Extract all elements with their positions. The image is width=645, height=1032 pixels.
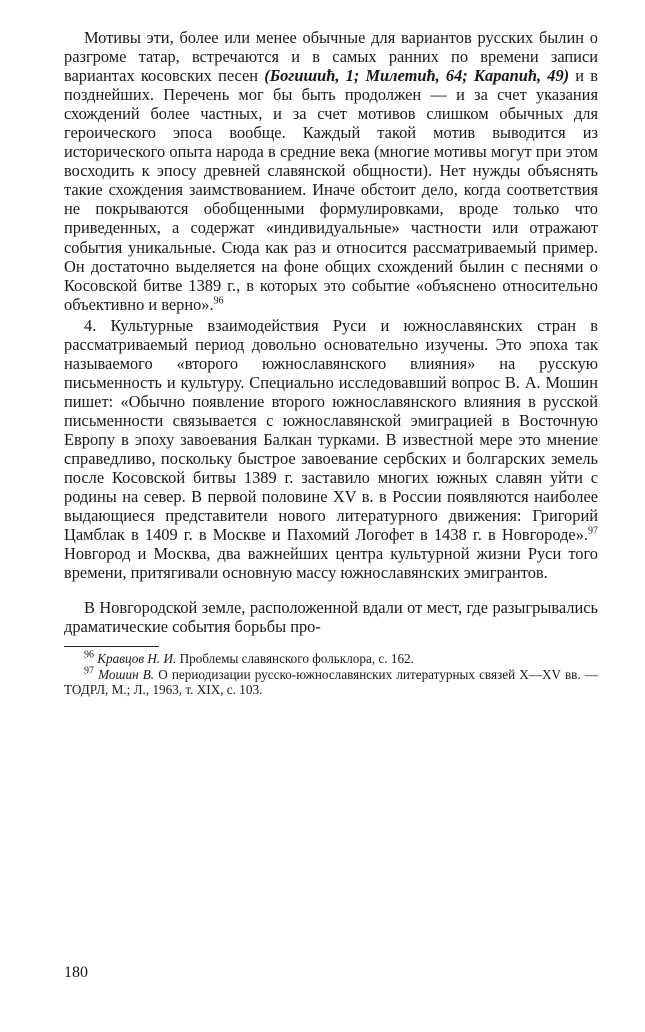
paragraph-2-text-b: Новгород и Москва, два важнейших центра культурной жизни Руси того времени, притягивали основную массу южнославянских эмигрантов. xyxy=(64,544,598,583)
footnote-97 xyxy=(64,667,598,698)
footnote-96-number: 96 xyxy=(84,650,94,662)
paragraph-1 xyxy=(64,28,598,314)
paragraph-1-text-b: и в позднейших. Перечень мог бы быть продолжен — и за счет указания схождений более частных, и за счет мотивов слишком обычных для героического эпоса вообще. Каждый такой мотив выводится из исторического опыта народа в средние века (многие мотивы могут при этом восходить к эпосу древней славянской общности). Нет нужды объяснять такие схождения заимствованием. Иначе обстоит дело, когда соответствия не покрываются обобщенными формулировками, вроде только что приведенных, а содержат «индивидуальные» частности или отражают события уникальные. Сюда как раз и относится рассматриваемый пример. Он достаточно выделяется на фоне общих схождений былин с песнями о Косовской битве 1389 г., в которых это событие «объяснено относительно объективно и верно». xyxy=(64,66,598,314)
footnote-97-text: О периодизации русско-южнославянских литературных связей X—XV вв. — ТОДРЛ, М.; Л., 1963, т. XIX, с. 103. xyxy=(64,666,598,698)
paragraph-3-text: В Новгородской земле, расположенной вдали от мест, где разыгрывались драматические события борьбы про- xyxy=(64,598,598,637)
page-body xyxy=(64,28,598,698)
footnote-96 xyxy=(64,651,598,667)
footnote-97-author: Мошин В. xyxy=(98,666,155,682)
footnote-ref-96: 96 xyxy=(213,295,224,307)
footnote-96-text: Проблемы славянского фольклора, с. 162. xyxy=(176,651,414,667)
footnote-97-number: 97 xyxy=(84,665,94,677)
footnote-ref-97: 97 xyxy=(588,525,598,537)
footnote-96-author: Кравцов Н. И. xyxy=(97,651,177,667)
footnote-divider xyxy=(64,646,159,647)
paragraph-2-text-a: 4. Культурные взаимодействия Руси и южнославянских стран в рассматриваемый период довольно основательно изучены. Это эпоха так называемого «второго южнославянского влияния» на русскую письменность и культуру. Специально исследовавший вопрос В. А. Мошин пишет: «Обычно появление второго южнославянского влияния в русской письменности связывается с южнославянской эмиграцией в Восточную Европу в эпоху завоевания Балкан турками. В известной мере это мнение справедливо, поскольку быстрое завоевание сербских и болгарских земель после Косовской битвы 1389 г. заставило многих южных славян уйти с родины на север. В первой половине XV в. в России появляются наиболее выдающиеся представители нового литературного движения: Григорий Цамблак в 1409 г. в Москве и Пахомий Логофет в 1438 г. в Новгороде». xyxy=(64,315,598,545)
page-number: 180 xyxy=(64,964,88,981)
paragraph-1-text-a: Мотивы эти, более или менее обычные для вариантов русских былин о разгроме татар, встречаются и в самых ранних по времени записи вариантах косовских песен xyxy=(64,28,598,86)
paragraph-2 xyxy=(64,316,598,583)
paragraph-3 xyxy=(64,598,598,636)
paragraph-1-citation: (Богишић, 1; Милетић, 64; Карапић, 49) xyxy=(264,66,570,86)
